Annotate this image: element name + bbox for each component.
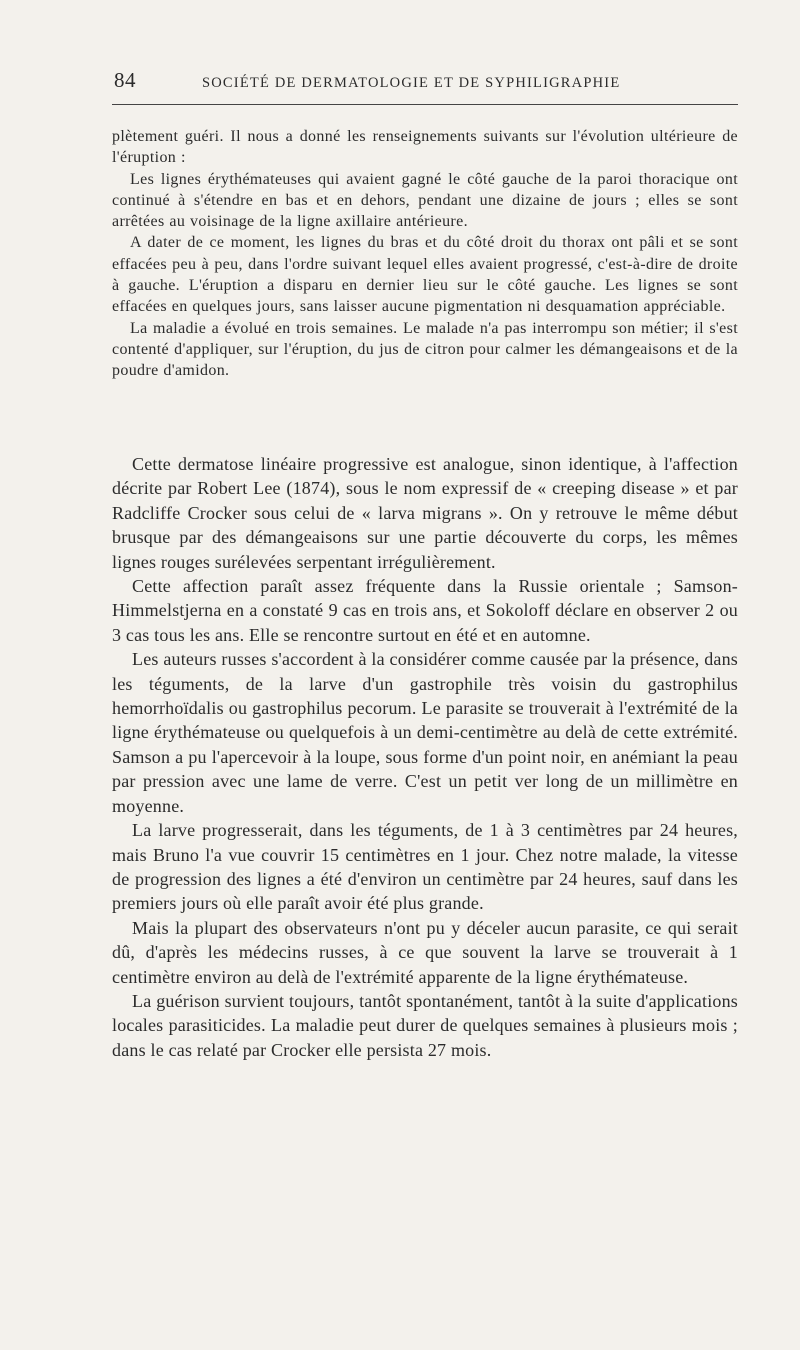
discussion-paragraph: La larve progresserait, dans les téguments, de 1 à 3 centimètres par 24 heures, mais Bruno l'a vue couvrir 15 centimètres en 1 jour. Chez notre malade, la vitesse de progression des lignes a été d'environ un centimètre par 24 heures, sauf dans les premiers jours où elle paraît avoir été plus grande. xyxy=(112,820,738,914)
observation-paragraph: A dater de ce moment, les lignes du bras et du côté droit du thorax ont pâli et se sont effacées peu à peu, dans l'ordre suivant lequel elles avaient progressé, c'est-à-dire de droite à gauche. L'éruption a disparu en dernier lieu sur le côté gauche. Les lignes se sont effacées en quelques jours, sans laisser aucune pigmentation ni desquamation appréciable. xyxy=(112,234,738,316)
discussion-paragraph: Cette affection paraît assez fréquente dans la Russie orientale ; Samson-Himmelstjerna en a constaté 9 cas en trois ans, et Sokoloff déclare en observer 2 ou 3 cas tous les ans. Elle se rencontre surtout en été et en automne. xyxy=(112,576,738,645)
discussion-paragraph: Les auteurs russes s'accordent à la considérer comme causée par la présence, dans les téguments, de la larve d'un gastrophile très voisin du gastrophilus hemorrhoïdalis ou gastrophilus pecorum. Le parasite se trouverait à l'extrémité de la ligne érythémateuse ou quelquefois à un demi-centimètre au delà de cette extrémité. Samson a pu l'apercevoir à la loupe, sous forme d'un point noir, en anémiant la peau par pression avec une lame de verre. C'est un petit ver long de un millimètre en moyenne. xyxy=(112,649,738,816)
header-rule xyxy=(112,104,738,105)
journal-title: SOCIÉTÉ DE DERMATOLOGIE ET DE SYPHILIGRAPHIE xyxy=(202,75,621,91)
discussion-paragraph: La guérison survient toujours, tantôt spontanément, tantôt à la suite d'applications locales parasiticides. La maladie peut durer de quelques semaines à plusieurs mois ; dans le cas relaté par Crocker elle persista 27 mois. xyxy=(112,990,738,1060)
discussion-paragraph: Mais la plupart des observateurs n'ont pu y déceler aucun parasite, ce qui serait dû, d'après les médecins russes, à ce que souvent la larve se trouverait à 1 centimètre environ au delà de l'extrémité apparente de la ligne érythémateuse. xyxy=(112,917,738,987)
observation-section xyxy=(112,126,738,382)
observation-paragraph: La maladie a évolué en trois semaines. Le malade n'a pas interrompu son métier; il s'est contenté d'appliquer, sur l'éruption, du jus de citron pour calmer les démangeaisons et de la poudre d'amidon. xyxy=(112,319,738,380)
observation-paragraph: plètement guéri. Il nous a donné les renseignements suivants sur l'évolution ultérieure de l'éruption : xyxy=(112,128,738,167)
observation-paragraph: Les lignes érythémateuses qui avaient gagné le côté gauche de la paroi thoracique ont continué à s'étendre en bas et en dehors, pendant une dizaine de jours ; elles se sont arrêtées au voisinage de la ligne axillaire antérieure. xyxy=(112,170,738,231)
discussion-section xyxy=(112,452,738,1062)
discussion-paragraph: Cette dermatose linéaire progressive est analogue, sinon identique, à l'affection décrite par Robert Lee (1874), sous le nom expressif de « creeping disease » et par Radcliffe Crocker sous celui de « larva migrans ». On y retrouve le même début brusque par des démangeaisons sur une partie découverte du corps, les mêmes lignes rouges surélevées serpentant irrégulièrement. xyxy=(112,454,738,572)
running-head xyxy=(112,68,738,98)
page-number: 84 xyxy=(114,68,136,92)
